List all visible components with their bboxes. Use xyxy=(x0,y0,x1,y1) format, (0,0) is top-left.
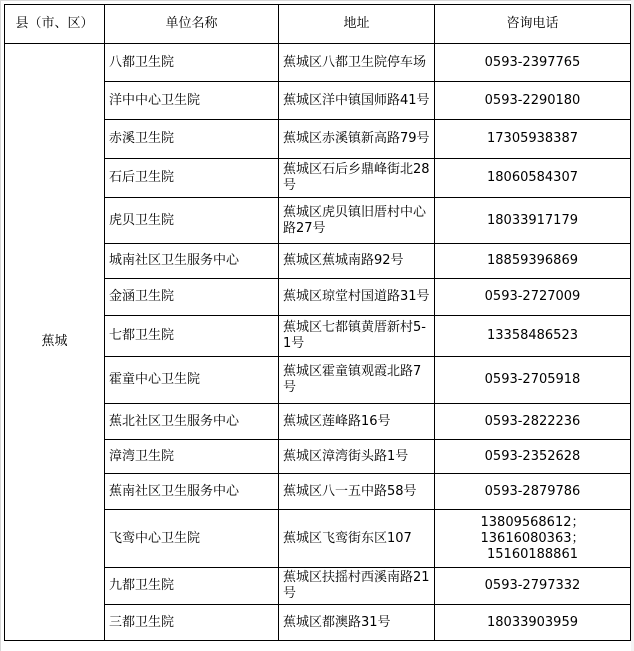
grid-line-top xyxy=(0,0,634,1)
county-cell[interactable]: 蕉城 xyxy=(5,44,105,641)
phone-line: 13809568612； xyxy=(480,514,585,530)
phone-line: 13616080363； xyxy=(480,530,585,546)
phone-cell[interactable]: 0593-2879786 xyxy=(435,474,631,510)
phone-cell[interactable] xyxy=(435,510,631,568)
phone-cell[interactable]: 0593-2290180 xyxy=(435,82,631,120)
phone-cell[interactable]: 0593-2797332 xyxy=(435,568,631,605)
unit-name-cell[interactable]: 七都卫生院 xyxy=(105,316,279,357)
unit-name-cell[interactable]: 石后卫生院 xyxy=(105,159,279,198)
header-county[interactable]: 县（市、区） xyxy=(5,5,105,44)
unit-name-cell[interactable]: 漳湾卫生院 xyxy=(105,440,279,474)
unit-name-cell[interactable]: 霍童中心卫生院 xyxy=(105,357,279,404)
address-cell[interactable]: 蕉城区琼堂村国道路31号 xyxy=(279,279,435,316)
address-cell[interactable]: 蕉城区蕉城南路92号 xyxy=(279,244,435,279)
phone-cell[interactable]: 18033903959 xyxy=(435,605,631,641)
address-cell[interactable]: 蕉城区飞鸾街东区107 xyxy=(279,510,435,568)
phone-cell[interactable]: 17305938387 xyxy=(435,120,631,159)
unit-name-cell[interactable]: 八都卫生院 xyxy=(105,44,279,82)
phone-cell[interactable]: 18060584307 xyxy=(435,159,631,198)
table-row xyxy=(5,44,631,82)
grid-line-left xyxy=(0,0,1,651)
header-phone[interactable]: 咨询电话 xyxy=(435,5,631,44)
address-cell[interactable]: 蕉城区漳湾街头路1号 xyxy=(279,440,435,474)
unit-name-cell[interactable]: 城南社区卫生服务中心 xyxy=(105,244,279,279)
phone-line: 15160188861 xyxy=(487,546,578,562)
unit-name-cell[interactable]: 蕉南社区卫生服务中心 xyxy=(105,474,279,510)
address-cell[interactable]: 蕉城区洋中镇国师路41号 xyxy=(279,82,435,120)
phone-cell[interactable]: 0593-2822236 xyxy=(435,404,631,440)
header-unit-name[interactable]: 单位名称 xyxy=(105,5,279,44)
phone-cell[interactable]: 18033917179 xyxy=(435,198,631,244)
address-cell[interactable]: 蕉城区霍童镇观霞北路7号 xyxy=(279,357,435,404)
address-cell[interactable]: 蕉城区七都镇黄厝新村5-1号 xyxy=(279,316,435,357)
address-cell[interactable]: 蕉城区赤溪镇新高路79号 xyxy=(279,120,435,159)
phone-cell[interactable]: 0593-2705918 xyxy=(435,357,631,404)
address-cell[interactable]: 蕉城区八一五中路58号 xyxy=(279,474,435,510)
unit-name-cell[interactable]: 三都卫生院 xyxy=(105,605,279,641)
phone-cell[interactable]: 0593-2727009 xyxy=(435,279,631,316)
header-row xyxy=(5,5,631,44)
unit-name-cell[interactable]: 赤溪卫生院 xyxy=(105,120,279,159)
address-cell[interactable]: 蕉城区八都卫生院停车场 xyxy=(279,44,435,82)
unit-name-cell[interactable]: 洋中中心卫生院 xyxy=(105,82,279,120)
address-cell[interactable]: 蕉城区都澳路31号 xyxy=(279,605,435,641)
address-cell[interactable]: 蕉城区扶摇村西溪南路21号 xyxy=(279,568,435,605)
unit-name-cell[interactable]: 蕉北社区卫生服务中心 xyxy=(105,404,279,440)
phone-cell[interactable]: 0593-2352628 xyxy=(435,440,631,474)
unit-name-cell[interactable]: 飞鸾中心卫生院 xyxy=(105,510,279,568)
phone-cell[interactable]: 0593-2397765 xyxy=(435,44,631,82)
unit-name-cell[interactable]: 金涵卫生院 xyxy=(105,279,279,316)
address-cell[interactable]: 蕉城区石后乡鼎峰街北28号 xyxy=(279,159,435,198)
phone-cell[interactable]: 13358486523 xyxy=(435,316,631,357)
unit-name-cell[interactable]: 九都卫生院 xyxy=(105,568,279,605)
address-cell[interactable]: 蕉城区虎贝镇旧厝村中心路27号 xyxy=(279,198,435,244)
header-address[interactable]: 地址 xyxy=(279,5,435,44)
address-cell[interactable]: 蕉城区莲峰路16号 xyxy=(279,404,435,440)
unit-name-cell[interactable]: 虎贝卫生院 xyxy=(105,198,279,244)
clinic-table xyxy=(4,4,631,641)
phone-cell[interactable]: 18859396869 xyxy=(435,244,631,279)
